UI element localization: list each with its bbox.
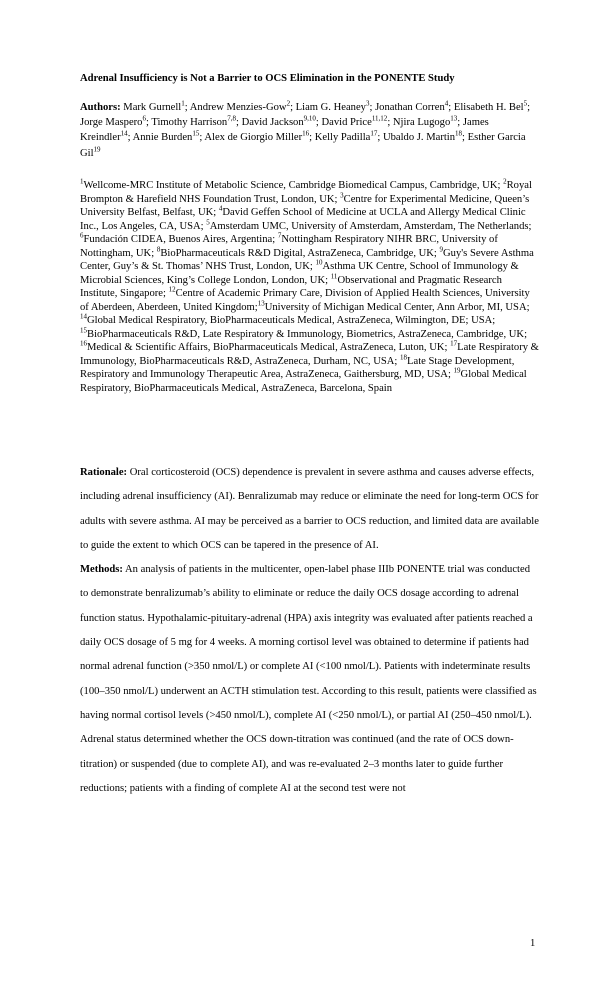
affiliation-number: 9 (439, 244, 444, 253)
affiliation-text: Global Medical Respiratory, BioPharmaceuticals Medical, AstraZeneca, Barcelona, Spain (80, 369, 527, 394)
affiliation-number: 10 (315, 258, 323, 267)
affiliation-number: 19 (453, 366, 461, 375)
author-name: Ubaldo J. Martin (382, 132, 456, 144)
affiliation-text: Centre of Academic Primary Care, Division of Applied Health Sciences, University of Aberdeen, Aberdeen, United Kingdom; (80, 288, 530, 313)
methods-text: An analysis of patients in the multicenter, open-label phase IIIb PONENTE trial was conducted to demonstrate benralizumab’s ability to eliminate or reduce the daily OCS dosage according to adrenal function status. Hypothalamic-pituitary-adrenal (HPA) axis integrity was evaluated after patients reached a daily OCS dosage of 5 mg for 4 weeks. A morning cortisol level was obtained to determine if patients had normal adrenal function (>350 nmol/L) or complete AI (<100 nmol/L). Patients with indeterminate results (100–350 nmol/L) underwent an ACTH stimulation test. According to this result, patients were classified as having normal cortisol levels (>450 nmol/L), complete AI (<250 nmol/L), or partial AI (250–450 nmol/L). Adrenal status determined whether the OCS down-titration was continued (and the rate of OCS down-titration) or suspended (due to complete AI), and was re-evaluated 2–3 months later to guide further reductions; patients with a finding of complete AI at the second test were not (80, 564, 537, 794)
author-affiliation-mark: 2 (286, 99, 291, 108)
author-affiliation-mark: 6 (142, 114, 146, 123)
methods-paragraph (80, 558, 540, 801)
affiliation-text: Royal Brompton & Harefield NHS Foundation Trust, London, UK; (80, 180, 532, 205)
affiliation-number: 16 (80, 339, 87, 348)
abstract-body (80, 461, 540, 801)
rationale-label: Rationale: (80, 467, 128, 478)
affiliation-text: Centre for Experimental Medicine, Queen’s University Belfast, Belfast, UK; (80, 193, 530, 218)
affiliation-number: 11 (330, 271, 338, 280)
author-name: James Kreindler (80, 117, 489, 144)
affiliation-number: 8 (156, 244, 161, 253)
affiliation-text: Medical & Scientific Affairs, BioPharmaceuticals Medical, AstraZeneca, Luton, UK; (87, 342, 451, 353)
affiliation-number: 4 (218, 204, 223, 213)
affiliation-text: Late Respiratory & Immunology, BioPharmaceuticals R&D, AstraZeneca, Durham, NC, USA; (80, 342, 539, 367)
affiliation-number: 14 (80, 312, 87, 321)
affiliation-number: 2 (503, 177, 507, 186)
author-affiliation-mark: 5 (523, 99, 528, 108)
author-affiliation-mark: 4 (444, 99, 449, 108)
authors-label: Authors: (80, 102, 121, 113)
affiliation-text: Global Medical Respiratory, BioPharmaceuticals Medical, AstraZeneca, Wilmington, DE; USA; (87, 315, 496, 326)
affiliation-text: David Geffen School of Medicine at UCLA and Allergy Medical Clinic Inc., Los Angeles, CA, USA; (80, 207, 526, 232)
affiliation-number: 1 (80, 177, 84, 186)
affiliation-number: 18 (400, 352, 408, 361)
author-name: Jorge Maspero (80, 117, 143, 129)
affiliation-text: University of Michigan Medical Center, Ann Arbor, MI, USA; (264, 301, 530, 313)
affiliation-number: 12 (168, 285, 176, 294)
author-affiliation-mark: 19 (93, 145, 101, 154)
affiliation-text: Wellcome-MRC Institute of Metabolic Science, Cambridge Biomedical Campus, Cambridge, UK; (83, 180, 504, 191)
author-name: Esther Garcia Gil (80, 132, 526, 159)
affiliation-text: Amsterdam UMC, University of Amsterdam, Amsterdam, The Netherlands; (209, 220, 532, 232)
affiliation-text: Asthma UK Centre, School of Immunology & Microbial Sciences, King’s College London, London, UK; (80, 261, 519, 286)
methods-label: Methods: (80, 564, 123, 576)
affiliation-text: Nottingham Respiratory NIHR BRC, University of Nottingham, UK; (80, 234, 498, 259)
affiliation-number: 3 (340, 190, 344, 199)
affiliation-text: Guy's Severe Asthma Center, Guy’s & St. Thomas’ NHS Trust, London, UK; (80, 247, 534, 272)
affiliation-text: Late Stage Development, Respiratory and Immunology Therapeutic Area, AstraZeneca, Gaithersburg, MD, USA; (80, 355, 515, 380)
affiliation-text: Fundación CIDEA, Buenos Aires, Argentina; (83, 234, 278, 245)
affiliation-text: Observational and Pragmatic Research Institute, Singapore; (80, 274, 502, 299)
affiliation-number: 7 (277, 231, 282, 240)
author-affiliation-mark: 15 (192, 129, 200, 138)
affiliation-number: 5 (206, 217, 210, 226)
author-name: Annie Burden (132, 132, 193, 144)
author-names: Mark Gurnell$^1$; Andrew Menzies-Gow$^2$; Liam G. Heaney$^3$; Jonathan Corren$^4$; Elisabeth H. Bel$^5$; Jorge Maspero$^6$; Timothy Harrison$^{7,8}$; David Jackson$^{9,10}$; David Price$^{11,12}$; Njira Lugogo$^{13}$; James Kreindler$^{14}$; Annie Burden$^{15}$; Alex de Giorgio Miller$^{16}$; Kelly Padilla$^{17}$; Ubaldo J. Martin$^{18}$; Esther Garcia Gil$^{19}$ (80, 99, 531, 159)
affiliation-number: 17 (450, 339, 458, 348)
page-number: 1 (530, 938, 536, 949)
rationale-paragraph (80, 461, 540, 558)
author-affiliation-mark: 17 (370, 129, 378, 138)
author-affiliation-mark: 14 (120, 129, 128, 138)
affiliation-number: 6 (80, 231, 84, 240)
author-name: Andrew Menzies-Gow (189, 102, 287, 113)
paper-title: Adrenal Insufficiency is Not a Barrier to OCS Elimination in the PONENTE Study (80, 73, 455, 84)
author-affiliation-mark: 9,10 (303, 114, 316, 123)
author-affiliation-mark: 13 (450, 114, 458, 123)
author-name: Njira Lugogo (392, 117, 451, 129)
author-name: Elisabeth H. Bel (453, 102, 524, 113)
author-list (80, 100, 540, 161)
author-name: David Jackson (241, 117, 304, 129)
author-name: Liam G. Heaney (295, 102, 366, 113)
author-name: Timothy Harrison (151, 117, 228, 129)
author-name: David Price (321, 117, 372, 129)
author-affiliation-mark: 18 (455, 129, 463, 138)
author-name: Mark Gurnell (123, 102, 182, 113)
affiliation-number: 13 (257, 298, 265, 307)
affiliation-text: BioPharmaceuticals R&D, Late Respiratory & Immunology, Biometrics, AstraZeneca, Cambridge, UK; (87, 328, 528, 340)
author-name: Jonathan Corren (375, 102, 445, 113)
author-name: Kelly Padilla (314, 132, 371, 144)
author-name: Alex de Giorgio Miller (204, 132, 303, 144)
author-affiliation-mark: 1 (181, 99, 185, 108)
author-affiliation-mark: 11,12 (371, 114, 388, 123)
affiliations (80, 179, 540, 395)
affiliation-text: BioPharmaceuticals R&D Digital, AstraZeneca, Cambridge, UK; (160, 247, 440, 259)
author-affiliation-mark: 3 (365, 99, 370, 108)
rationale-text: Oral corticosteroid (OCS) dependence is prevalent in severe asthma and causes adverse effects, including adrenal insufficiency (AI). Benralizumab may reduce or eliminate the need for long-term OCS for adults with severe asthma. AI may be perceived as a barrier to OCS reduction, and limited data are available to guide the extent to which OCS can be tapered in the presence of AI. (80, 467, 539, 551)
affiliation-number: 15 (80, 325, 87, 334)
author-affiliation-mark: 7,8 (227, 114, 236, 123)
author-affiliation-mark: 16 (302, 129, 310, 138)
